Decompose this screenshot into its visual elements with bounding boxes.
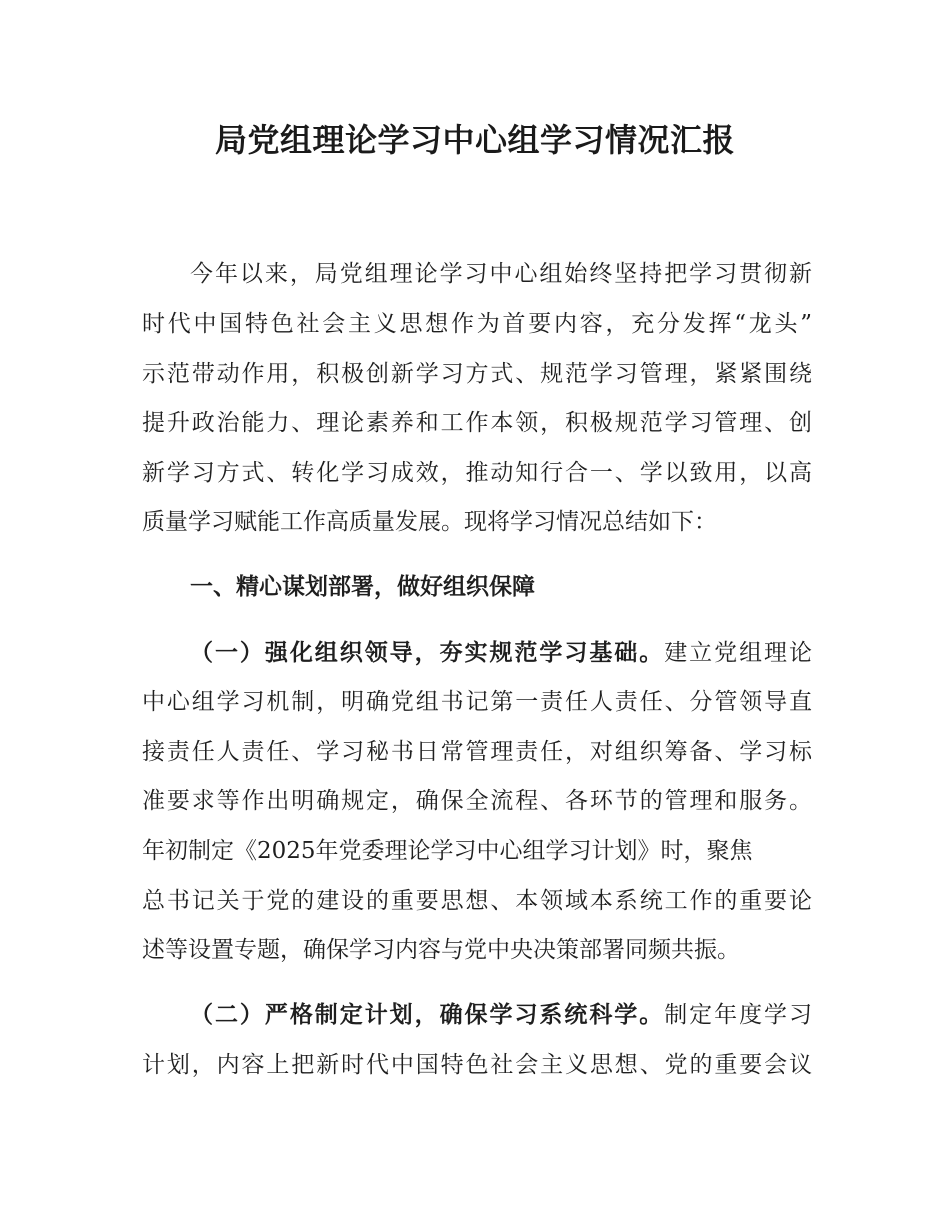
intro-line-2: 时代中国特色社会主义思想作为首要内容，充分发挥“龙头”: [142, 311, 812, 337]
para1-line-7: 述等设置专题，确保学习内容与党中央决策部署同频共振。: [142, 937, 740, 963]
intro-line-5: 新学习方式、转化学习成效，推动知行合一、学以致用，以高: [142, 460, 812, 486]
section-heading-1: 一、精心谋划部署，做好组织保障: [190, 574, 535, 600]
para1-first-rest: 建立党组理论: [664, 640, 812, 666]
para2-first-rest: 制定年度学习: [664, 1002, 812, 1028]
para1-line-1: [190, 636, 812, 670]
para2-line-2: 计划，内容上把新时代中国特色社会主义思想、党的重要会议: [142, 1052, 812, 1078]
para1-line-5: 年初制定《2025年党委理论学习中心组学习计划》时，聚焦: [142, 838, 753, 864]
para1-heading: （一）强化组织领导，夯实规范学习基础。: [190, 640, 665, 666]
para1-line-2: 中心组学习机制，明确党组书记第一责任人责任、分管领导直: [142, 689, 812, 715]
para1-line-3: 接责任人责任、学习秘书日常管理责任，对组织筹备、学习标: [142, 739, 812, 765]
para1-line-6: 总书记关于党的建设的重要思想、本领域本系统工作的重要论: [142, 888, 812, 914]
intro-line-4: 提升政治能力、理论素养和工作本领，积极规范学习管理、创: [142, 410, 812, 436]
para1-line-4: 准要求等作出明确规定，确保全流程、各环节的管理和服务。: [142, 788, 812, 814]
para2-line-1: [190, 998, 812, 1032]
para2-heading: （二）严格制定计划，确保学习系统科学。: [190, 1002, 665, 1028]
document-title: 局党组理论学习中心组学习情况汇报: [214, 121, 735, 159]
intro-line-1: 今年以来，局党组理论学习中心组始终坚持把学习贯彻新: [190, 261, 812, 287]
intro-line-6: 质量学习赋能工作高质量发展。现将学习情况总结如下：: [142, 509, 717, 535]
intro-line-3: 示范带动作用，积极创新学习方式、规范学习管理，紧紧围绕: [142, 361, 812, 387]
